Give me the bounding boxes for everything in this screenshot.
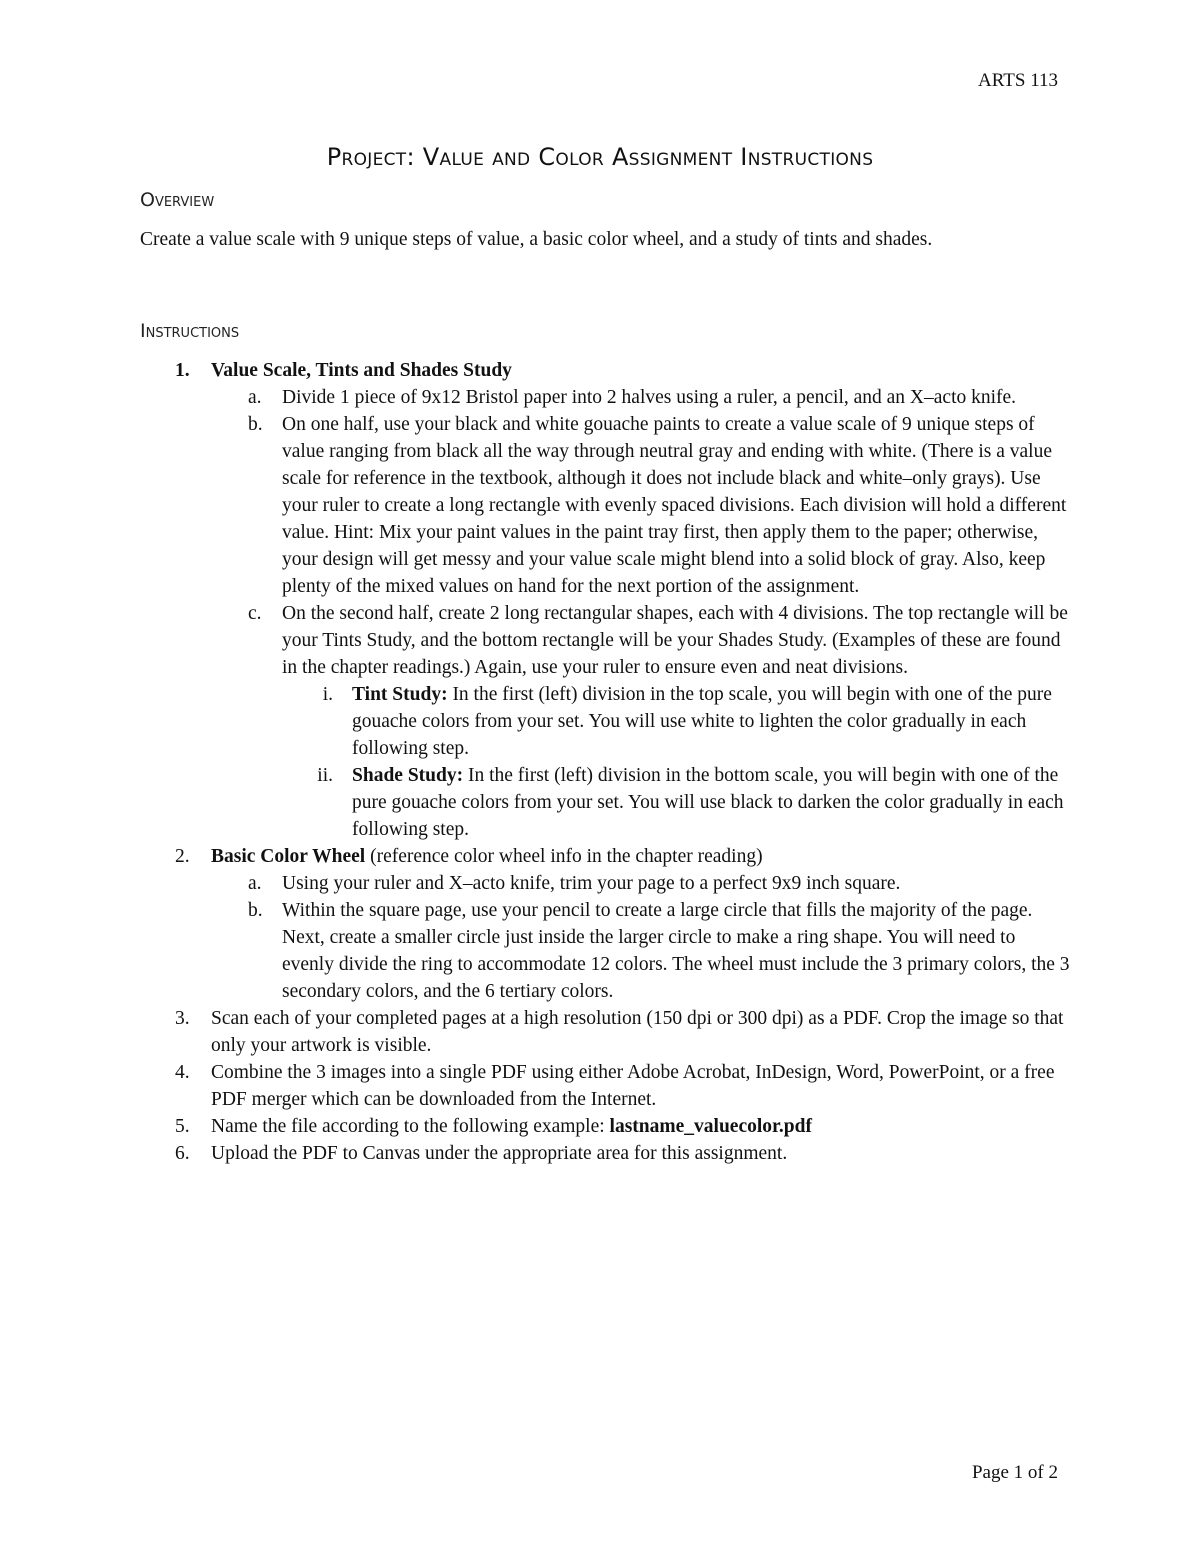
item-title: Basic Color Wheel bbox=[211, 846, 366, 867]
sub-item-2b bbox=[140, 897, 1070, 1005]
sub-sub-item-ii bbox=[140, 762, 1070, 843]
item-title: Value Scale, Tints and Shades Study bbox=[211, 360, 512, 381]
item-text: Combine the 3 images into a single PDF using either Adobe Acrobat, InDesign, Word, PowerPoint, or a free PDF merger which can be downloaded from the Internet. bbox=[211, 1062, 1055, 1110]
overview-text: Create a value scale with 9 unique steps of value, a basic color wheel, and a study of tints and shades. bbox=[140, 229, 933, 250]
sub-sub-item-i bbox=[140, 681, 1070, 762]
sub-item-text: Using your ruler and X–acto knife, trim your page to a perfect 9x9 inch square. bbox=[282, 873, 901, 894]
list-item-5 bbox=[140, 1113, 1070, 1140]
list-item-2 bbox=[140, 843, 1070, 870]
list-item-1 bbox=[140, 357, 1070, 384]
list-item-6 bbox=[140, 1140, 1070, 1167]
sub-item-text: Divide 1 piece of 9x12 Bristol paper into 2 halves using a ruler, a pencil, and an X–acto knife. bbox=[282, 387, 1017, 408]
list-number: 3. bbox=[175, 1008, 190, 1029]
list-number: 4. bbox=[175, 1062, 190, 1083]
list-letter: a. bbox=[248, 873, 262, 894]
item-text: Name the file according to the following example: bbox=[211, 1116, 610, 1137]
tint-study-label: Tint Study: bbox=[352, 684, 448, 705]
sub-item-1c bbox=[140, 600, 1070, 681]
list-number: 2. bbox=[175, 846, 190, 867]
course-header: ARTS 113 bbox=[978, 70, 1058, 91]
list-number: 6. bbox=[175, 1143, 190, 1164]
instructions-list bbox=[140, 357, 1070, 1167]
list-item-4 bbox=[140, 1059, 1070, 1113]
sub-item-1a bbox=[140, 384, 1070, 411]
list-letter: a. bbox=[248, 387, 262, 408]
sub-item-1b bbox=[140, 411, 1070, 600]
item-text: Scan each of your completed pages at a high resolution (150 dpi or 300 dpi) as a PDF. Crop the image so that only your artwork is visible. bbox=[211, 1008, 1064, 1056]
overview-heading: Overview bbox=[140, 189, 215, 211]
sub-item-2a bbox=[140, 870, 1070, 897]
sub-item-text: On one half, use your black and white gouache paints to create a value scale of 9 unique steps of value ranging from black all the way through neutral gray and ending with white. (There is a value scale for reference in the textbook, although it does not include black and white–only grays). Use your ruler to create a long rectangle with evenly spaced divisions. Each division will hold a different value. Hint: Mix your paint values in the paint tray first, then apply them to the paper; otherwise, your design will get messy and your value scale might blend into a solid block of gray. Also, keep plenty of the mixed values on hand for the next portion of the assignment. bbox=[282, 414, 1067, 597]
sub-item-text: On the second half, create 2 long rectangular shapes, each with 4 divisions. The top rectangle will be your Tints Study, and the bottom rectangle will be your Shades Study. (Examples of these are found in the chapter readings.) Again, use your ruler to ensure even and neat divisions. bbox=[282, 603, 1068, 678]
list-number: 5. bbox=[175, 1116, 190, 1137]
sub-sub-item-text: In the first (left) division in the top scale, you will begin with one of the pure gouache colors from your set. You will use white to lighten the color gradually in each following step. bbox=[352, 684, 1052, 759]
shade-study-label: Shade Study: bbox=[352, 765, 464, 786]
instructions-heading: Instructions bbox=[140, 320, 240, 342]
example-filename: lastname_valuecolor.pdf bbox=[609, 1116, 812, 1137]
list-roman: i. bbox=[322, 684, 333, 705]
item-title-suffix: (reference color wheel info in the chapter reading) bbox=[365, 846, 763, 867]
list-letter: b. bbox=[248, 414, 263, 435]
list-letter: c. bbox=[248, 603, 262, 624]
page-title: Project: Value and Color Assignment Instructions bbox=[326, 143, 874, 171]
list-letter: b. bbox=[248, 900, 263, 921]
page-number: Page 1 of 2 bbox=[971, 1462, 1058, 1483]
sub-item-text: Within the square page, use your pencil to create a large circle that fills the majority of the page. Next, create a smaller circle just inside the larger circle to make a ring shape. You will need to evenly divide the ring to accommodate 12 colors. The wheel must include the 3 primary colors, the 3 secondary colors, and the 6 tertiary colors. bbox=[282, 900, 1070, 1002]
list-number: 1. bbox=[175, 360, 190, 381]
sub-sub-item-text: In the first (left) division in the bottom scale, you will begin with one of the pure gouache colors from your set. You will use black to darken the color gradually in each following step. bbox=[352, 765, 1064, 840]
list-item-3 bbox=[140, 1005, 1070, 1059]
list-roman: ii. bbox=[317, 765, 333, 786]
item-text: Upload the PDF to Canvas under the appropriate area for this assignment. bbox=[211, 1143, 788, 1164]
